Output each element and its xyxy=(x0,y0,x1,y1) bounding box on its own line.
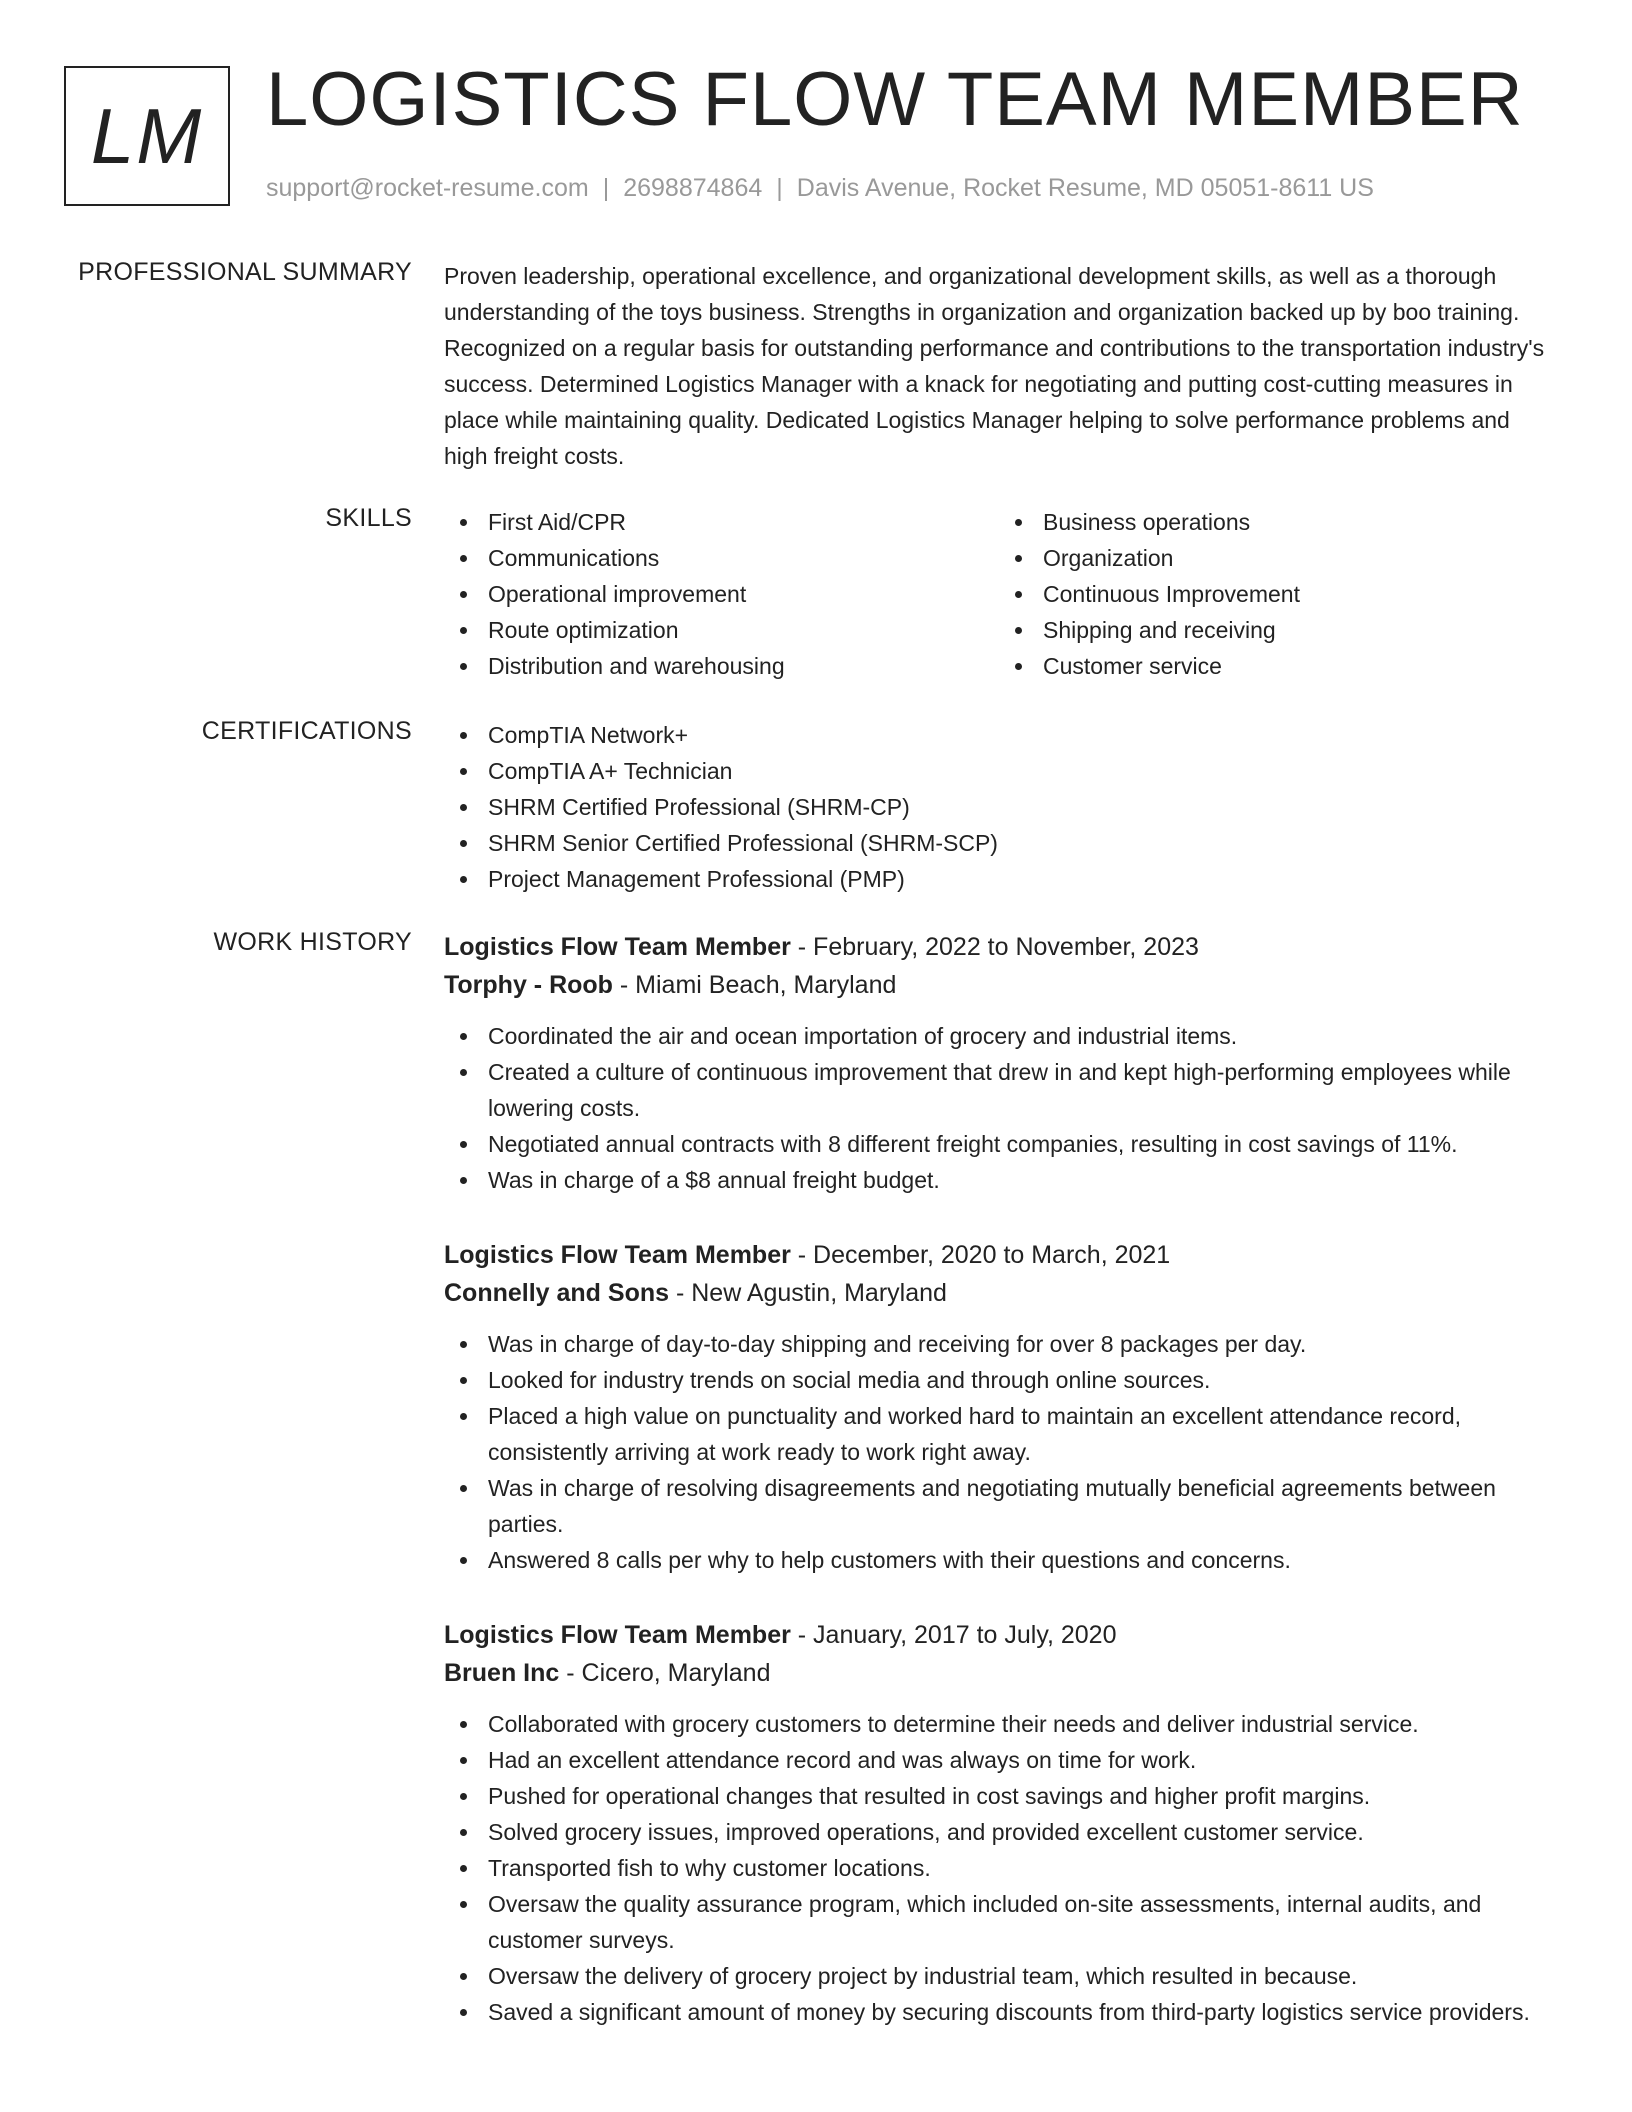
job-location: - New Agustin, Maryland xyxy=(669,1279,947,1307)
skill-item: Organization xyxy=(1043,540,1554,576)
job-bullet: Had an excellent attendance record and was always on time for work. xyxy=(488,1742,1554,1778)
job-bullets xyxy=(444,1018,1554,1198)
job-dates: - February, 2022 to November, 2023 xyxy=(790,933,1199,961)
job-title: Logistics Flow Team Member xyxy=(444,1241,791,1269)
job-bullet: Was in charge of resolving disagreements and negotiating mutually beneficial agreements between parties. xyxy=(488,1470,1554,1542)
skill-item: Continuous Improvement xyxy=(1043,576,1554,612)
skill-item: Distribution and warehousing xyxy=(488,648,999,684)
job-title: Logistics Flow Team Member xyxy=(444,1621,791,1649)
job-company-line xyxy=(444,966,1554,1004)
job-company: Torphy - Roob xyxy=(444,971,613,999)
contact-phone[interactable]: 2698874864 xyxy=(623,174,763,202)
certifications-list xyxy=(444,717,1554,897)
skill-item: Communications xyxy=(488,540,999,576)
job-bullet: Solved grocery issues, improved operations, and provided excellent customer service. xyxy=(488,1814,1554,1850)
job-bullet: Saved a significant amount of money by securing discounts from third-party logistics service providers. xyxy=(488,1994,1554,2030)
job-company: Bruen Inc xyxy=(444,1659,560,1687)
skill-item: Shipping and receiving xyxy=(1043,612,1554,648)
job-bullet: Pushed for operational changes that resulted in cost savings and higher profit margins. xyxy=(488,1778,1554,1814)
monogram-logo: LM xyxy=(64,66,230,206)
skill-item: Business operations xyxy=(1043,504,1554,540)
summary-text: Proven leadership, operational excellence, and organizational development skills, as well as a thorough understanding of the toys business. Strengths in organization and organization backed up by boo training. Recognized on a regular basis for outstanding performance and contributions to the transportation industry's success. Determined Logistics Manager with a knack for negotiating and putting cost-cutting measures in place while maintaining quality. Dedicated Logistics Manager helping to solve performance problems and high freight costs. xyxy=(444,263,1545,469)
job-bullet: Collaborated with grocery customers to determine their needs and deliver industrial service. xyxy=(488,1706,1554,1742)
job-location: - Miami Beach, Maryland xyxy=(612,971,897,999)
job-title: Logistics Flow Team Member xyxy=(444,933,791,961)
job-bullet: Placed a high value on punctuality and worked hard to maintain an excellent attendance record, consistently arriving at work ready to work right away. xyxy=(488,1398,1554,1470)
job-dates: - December, 2020 to March, 2021 xyxy=(790,1241,1171,1269)
job-company-line xyxy=(444,1654,1554,1692)
job-entry xyxy=(444,1236,1554,1578)
section-label-certifications: CERTIFICATIONS xyxy=(201,717,412,745)
section-label-summary: PROFESSIONAL SUMMARY xyxy=(78,258,412,286)
job-bullet: Was in charge of a $8 annual freight budget. xyxy=(488,1162,1554,1198)
skill-item: First Aid/CPR xyxy=(488,504,999,540)
contact-line xyxy=(266,174,1374,203)
job-title-line xyxy=(444,928,1554,966)
job-company-line xyxy=(444,1274,1554,1312)
skill-item: Route optimization xyxy=(488,612,999,648)
job-bullet: Oversaw the delivery of grocery project by industrial team, which resulted in because. xyxy=(488,1958,1554,1994)
job-bullet: Answered 8 calls per why to help customers with their questions and concerns. xyxy=(488,1542,1554,1578)
job-bullets xyxy=(444,1706,1554,2030)
certifications-body xyxy=(444,717,1554,897)
page-title: LOGISTICS FLOW TEAM MEMBER xyxy=(266,57,1524,142)
section-label-skills: SKILLS xyxy=(325,504,412,532)
job-company: Connelly and Sons xyxy=(444,1279,670,1307)
job-bullet: Coordinated the air and ocean importation of grocery and industrial items. xyxy=(488,1018,1554,1054)
job-title-line xyxy=(444,1236,1554,1274)
job-title-line xyxy=(444,1616,1554,1654)
job-location: - Cicero, Maryland xyxy=(559,1659,771,1687)
certification-item: CompTIA Network+ xyxy=(488,717,1554,753)
work-history-body xyxy=(444,928,1554,2068)
contact-email[interactable]: support@rocket-resume.com xyxy=(266,174,589,202)
skills-list-left xyxy=(444,504,999,684)
skills-body xyxy=(444,504,1554,684)
job-bullet: Was in charge of day-to-day shipping and receiving for over 8 packages per day. xyxy=(488,1326,1554,1362)
job-bullet: Transported fish to why customer locations. xyxy=(488,1850,1554,1886)
job-bullet: Looked for industry trends on social media and through online sources. xyxy=(488,1362,1554,1398)
certification-item: SHRM Certified Professional (SHRM-CP) xyxy=(488,789,1554,825)
job-bullet: Negotiated annual contracts with 8 different freight companies, resulting in cost savings of 11%. xyxy=(488,1126,1554,1162)
skill-item: Operational improvement xyxy=(488,576,999,612)
job-bullet: Created a culture of continuous improvement that drew in and kept high-performing employees while lowering costs. xyxy=(488,1054,1554,1126)
contact-address: Davis Avenue, Rocket Resume, MD 05051-8611 US xyxy=(796,174,1374,202)
section-label-work-history: WORK HISTORY xyxy=(213,928,412,956)
skill-item: Customer service xyxy=(1043,648,1554,684)
skills-list-right xyxy=(999,504,1554,684)
job-bullet: Oversaw the quality assurance program, which included on-site assessments, internal audits, and customer surveys. xyxy=(488,1886,1554,1958)
contact-separator: | xyxy=(776,174,783,202)
job-bullets xyxy=(444,1326,1554,1578)
certification-item: Project Management Professional (PMP) xyxy=(488,861,1554,897)
certification-item: CompTIA A+ Technician xyxy=(488,753,1554,789)
job-dates: - January, 2017 to July, 2020 xyxy=(790,1621,1117,1649)
job-entry xyxy=(444,928,1554,1198)
certification-item: SHRM Senior Certified Professional (SHRM-SCP) xyxy=(488,825,1554,861)
contact-separator: | xyxy=(602,174,610,202)
job-entry xyxy=(444,1616,1554,2030)
